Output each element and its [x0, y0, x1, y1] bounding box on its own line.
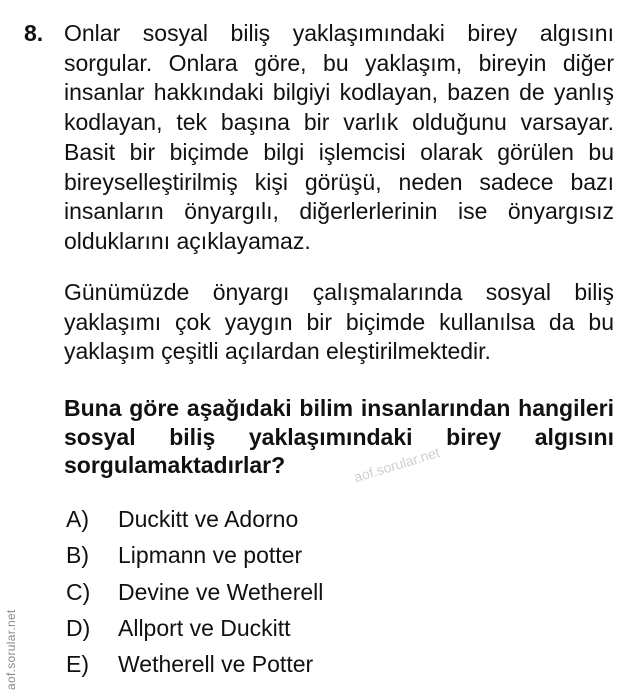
question-paragraph-2: Günümüzde önyargı çalışmalarında sosyal biliş yaklaşımı çok yaygın bir biçimde kullanılsa da bu yaklaşım çeşitli açılardan eleştirilmektedir.: [64, 279, 614, 365]
watermark-center: aof.sorular.net: [352, 444, 442, 486]
option-text: Allport ve Duckitt: [118, 614, 291, 641]
option-letter: A): [66, 506, 89, 532]
option-text: Devine ve Wetherell: [118, 578, 324, 605]
option-text: Lipmann ve potter: [118, 542, 303, 569]
option-text: Duckitt ve Adorno: [118, 506, 299, 532]
option-text: Wetherell ve Potter: [118, 651, 314, 678]
watermark-side: aof.sorular.net: [4, 609, 18, 690]
question-prompt: Buna göre aşağıdaki bilim insanlarından hangileri sosyal biliş yaklaşımındaki birey algısını sorgulamaktadırlar?: [64, 395, 614, 478]
question-number: 8.: [24, 20, 44, 46]
answer-options: [66, 501, 323, 682]
option-a[interactable]: [66, 501, 323, 537]
option-letter: E): [66, 651, 89, 678]
question-paragraph-1: Onlar sosyal biliş yaklaşımındaki birey algısını sorgular. Onlara göre, bu yaklaşım, bireyin diğer insanlar hakkındaki bilgiyi kodlayan, bazen de yanlış kodlayan, tek başına bir varlık olduğunu varsayar. Basit bir biçimde bilgi işlemcisi olarak görülen bu bireyselleştirilmiş kişi görüşü, neden sadece bazı insanların önyargılı, diğerlerlerinin ise önyargısız olduklarını açıklayamaz.: [64, 20, 614, 254]
option-b[interactable]: [66, 537, 323, 573]
option-letter: C): [66, 578, 91, 605]
option-d[interactable]: [66, 610, 323, 646]
option-letter: D): [66, 614, 91, 641]
option-letter: B): [66, 542, 89, 569]
option-c[interactable]: [66, 574, 323, 610]
option-e[interactable]: [66, 646, 323, 682]
